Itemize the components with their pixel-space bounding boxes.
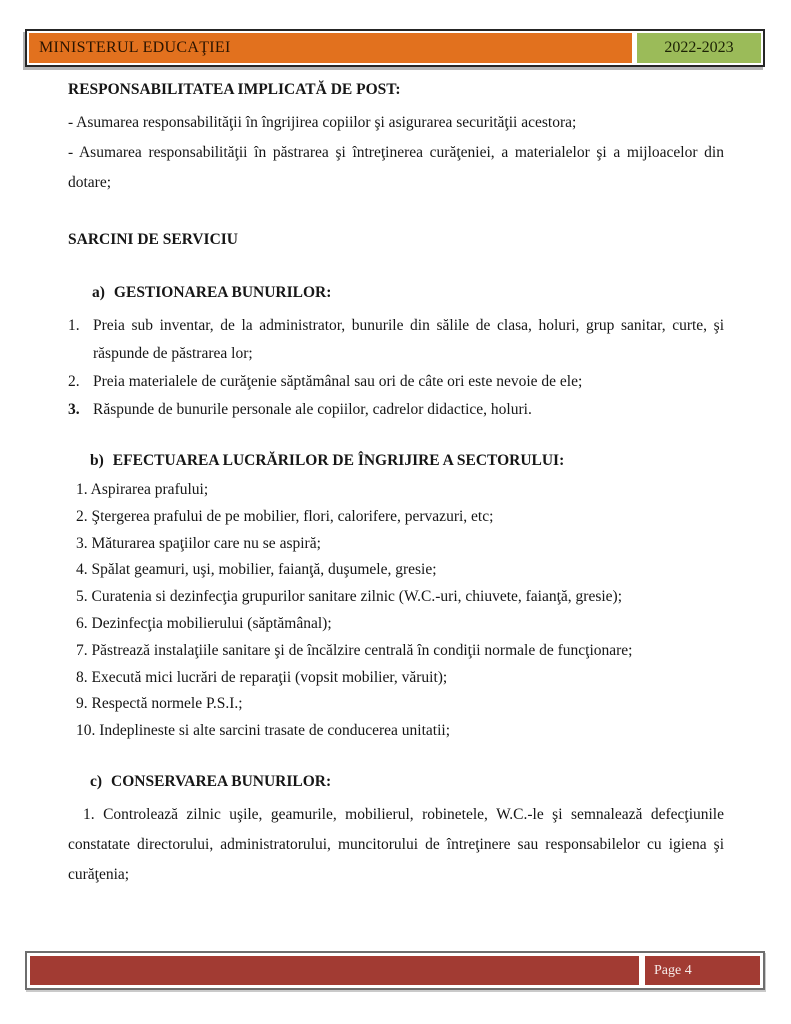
section-c-heading bbox=[68, 771, 724, 793]
list-item bbox=[76, 611, 724, 638]
list-item-number: 3. bbox=[68, 401, 80, 418]
list-item-number: 6. bbox=[76, 614, 88, 632]
list-item bbox=[76, 584, 724, 611]
footer-banner bbox=[25, 951, 765, 990]
list-item-text: Preia materialele de curăţenie săptămânal sau ori de câte ori este nevoie de ele; bbox=[93, 373, 583, 390]
section-a-list bbox=[68, 312, 724, 424]
school-year: 2022-2023 bbox=[664, 39, 734, 56]
list-item-number: 10. bbox=[76, 722, 96, 740]
list-item-text: Execută mici lucrări de reparaţii (vopsit mobilier, văruit); bbox=[91, 668, 448, 686]
list-item-number: 1. bbox=[76, 481, 88, 498]
list-item-text: Spălat geamuri, uşi, mobilier, faianţă, duşumele, gresie; bbox=[91, 561, 437, 579]
page-number: Page 4 bbox=[654, 962, 692, 978]
footer-bar bbox=[30, 956, 639, 985]
list-item-text: Aspirarea prafului; bbox=[90, 481, 209, 498]
section-b-label: b) bbox=[90, 452, 104, 469]
list-item-number: 1. bbox=[68, 317, 80, 334]
list-item-text: Ştergerea prafului de pe mobilier, flori, calorifere, pervazuri, etc; bbox=[91, 507, 494, 525]
list-item-number: 3. bbox=[76, 534, 88, 552]
list-item bbox=[76, 718, 724, 745]
section-a-title: GESTIONAREA BUNURILOR: bbox=[113, 284, 332, 301]
list-item-text: Răspunde de bunurile personale ale copiilor, cadrelor didactice, holuri. bbox=[93, 401, 532, 418]
section-a-heading bbox=[68, 282, 724, 304]
list-item bbox=[76, 504, 724, 531]
list-item bbox=[76, 531, 724, 558]
list-item-text: Curatenia si dezinfecţia grupurilor sanitare zilnic (W.C.-uri, chiuvete, faianţă, gresie); bbox=[91, 588, 623, 606]
section-c-paragraph bbox=[68, 800, 724, 890]
footer-page-cell bbox=[645, 956, 760, 985]
header-ministry-cell bbox=[29, 33, 632, 63]
list-item-text: Preia sub inventar, de la administrator, bunurile din sălile de clasa, holuri, grup sanitar, curte, şi răspunde de păstrarea lor; bbox=[93, 317, 724, 362]
header-year-cell bbox=[637, 33, 761, 63]
list-item bbox=[68, 312, 724, 368]
list-item bbox=[76, 477, 724, 504]
list-item-text: Indeplineste si alte sarcini trasate de conducerea unitatii; bbox=[99, 722, 451, 740]
section-a-label: a) bbox=[92, 284, 105, 301]
list-item-number: 2. bbox=[68, 373, 80, 390]
section-b-title: EFECTUAREA LUCRĂRILOR DE ÎNGRIJIRE A SECTORULUI: bbox=[112, 452, 565, 469]
list-item bbox=[76, 557, 724, 584]
list-item-text: Păstrează instalaţiile sanitare şi de încălzire centrală în condiţii normale de funcţionare; bbox=[91, 641, 633, 659]
section-c-label: c) bbox=[90, 772, 103, 790]
list-item-number: 9. bbox=[76, 695, 88, 713]
list-item bbox=[68, 368, 724, 396]
list-item-number: 5. bbox=[76, 588, 88, 606]
section-c-title: CONSERVAREA BUNURILOR: bbox=[111, 772, 332, 790]
list-item bbox=[68, 396, 724, 424]
list-item-number: 8. bbox=[76, 668, 88, 686]
list-item-text: Dezinfecţia mobilierului (săptămânal); bbox=[91, 614, 332, 632]
responsibilities-heading: RESPONSABILITATEA IMPLICATĂ DE POST: bbox=[68, 81, 401, 98]
list-item-text: Respectă normele P.S.I.; bbox=[91, 695, 243, 713]
list-item-text: Măturarea spaţiilor care nu se aspiră; bbox=[91, 534, 321, 552]
responsibility-item: - Asumarea responsabilităţii în îngrijirea copiilor şi asigurarea securităţii acestora; bbox=[68, 114, 577, 131]
list-item-number: 7. bbox=[76, 641, 88, 659]
list-item bbox=[76, 691, 724, 718]
section-b-list bbox=[68, 477, 724, 745]
list-item bbox=[76, 665, 724, 692]
list-item-text: Controlează zilnic uşile, geamurile, mobilierul, robinetele, W.C.-le şi semnalează defecţiunile constatate directorului, administratorului, muncitorului de întreţinere sau responsabilelor cu igiena şi curăţenia; bbox=[68, 805, 724, 883]
header-banner bbox=[25, 29, 765, 67]
list-item bbox=[76, 638, 724, 665]
section-b-heading bbox=[68, 450, 724, 472]
responsibility-item: - Asumarea responsabilităţii în păstrarea şi întreţinerea curăţeniei, a materialelor şi a mijloacelor din dotare; bbox=[68, 144, 724, 191]
duties-heading: SARCINI DE SERVICIU bbox=[68, 231, 238, 248]
list-item-number: 2. bbox=[76, 507, 88, 525]
list-item-number: 1. bbox=[83, 805, 95, 823]
ministry-title: MINISTERUL EDUCAŢIEI bbox=[39, 39, 231, 56]
list-item-number: 4. bbox=[76, 561, 88, 579]
document-body bbox=[68, 79, 724, 890]
